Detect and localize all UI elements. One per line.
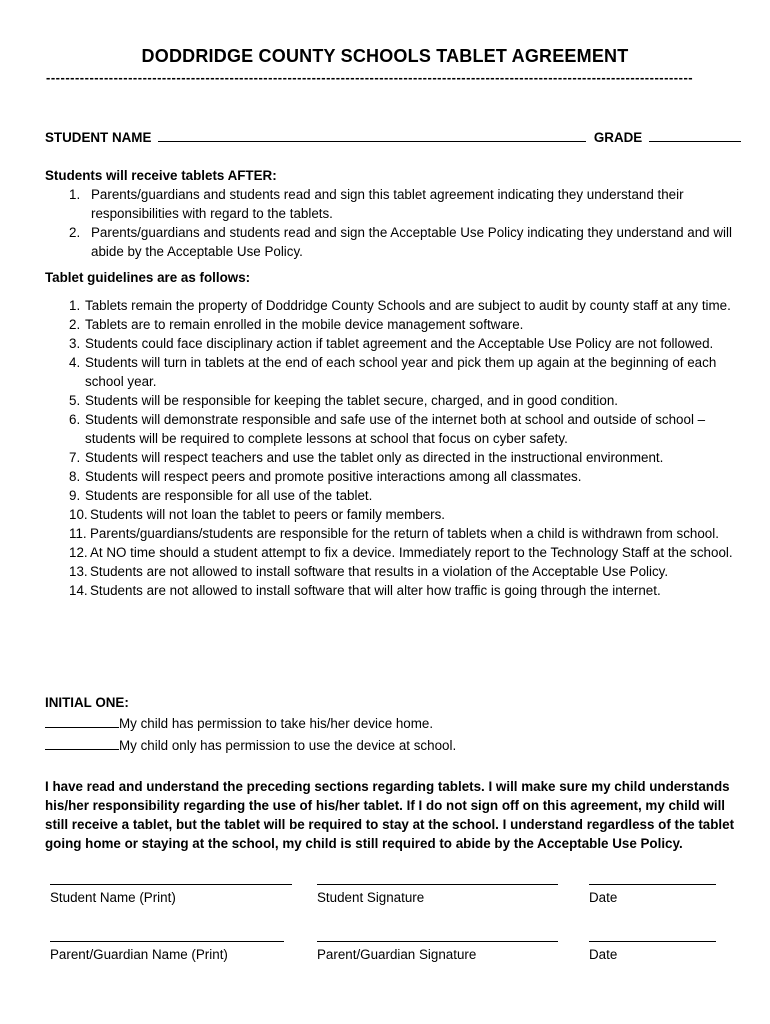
date-line-1[interactable]	[589, 884, 716, 885]
student-signature-label: Student Signature	[317, 890, 425, 905]
list-item: 11. Parents/guardians/students are responsible for the return of tablets when a child is withdrawn from school.	[69, 526, 719, 541]
guidelines-heading: Tablet guidelines are as follows:	[45, 270, 251, 285]
title-divider: --------------------------------------------------------------------------------------------------------------------------------------	[46, 70, 694, 85]
initial-heading: INITIAL ONE:	[45, 695, 129, 710]
list-item: 1. Parents/guardians and students read and sign this tablet agreement indicating they understand their responsibilities with regard to the tablets.	[69, 187, 684, 221]
list-item: 2. Tablets are to remain enrolled in the mobile device management software.	[69, 317, 524, 332]
list-item: 6. Students will demonstrate responsible and safe use of the internet both at school and outside of school – students will be required to complete lessons at school that focus on cyber safety.	[69, 412, 706, 446]
grade-label: GRADE	[593, 130, 643, 145]
date-label-2: Date	[589, 947, 618, 962]
list-item: 4. Students will turn in tablets at the end of each school year and pick them up again at the beginning of each school year.	[69, 355, 717, 389]
initial-option-home: My child has permission to take his/her device home.	[45, 714, 433, 733]
student-name-row	[45, 127, 741, 147]
page-title: DODDRIDGE COUNTY SCHOOLS TABLET AGREEMENT	[141, 46, 629, 66]
list-item: 9. Students are responsible for all use of the tablet.	[69, 488, 373, 503]
student-signature-line[interactable]	[317, 884, 558, 885]
list-item: 7. Students will respect teachers and use the tablet only as directed in the instructional environment.	[69, 450, 664, 465]
list-item: 12. At NO time should a student attempt to fix a device. Immediately report to the Technology Staff at the school.	[69, 545, 733, 560]
grade-field[interactable]	[649, 127, 741, 142]
student-name-print-label: Student Name (Print)	[50, 890, 176, 905]
date-line-2[interactable]	[589, 941, 716, 942]
after-heading: Students will receive tablets AFTER:	[45, 168, 277, 183]
initial-field-home[interactable]	[45, 714, 119, 728]
student-name-label: STUDENT NAME	[45, 130, 152, 145]
initial-option-school: My child only has permission to use the device at school.	[45, 736, 456, 755]
date-label-1: Date	[589, 890, 618, 905]
list-item: 2. Parents/guardians and students read and sign the Acceptable Use Policy indicating they understand and will abide by the Acceptable Use Policy.	[69, 225, 732, 259]
guidelines-list	[69, 296, 737, 600]
student-name-print-line[interactable]	[50, 884, 292, 885]
after-list	[69, 185, 739, 261]
student-name-field[interactable]	[158, 127, 586, 142]
list-item: 13. Students are not allowed to install software that results in a violation of the Acceptable Use Policy.	[69, 564, 669, 579]
list-item: 5. Students will be responsible for keeping the tablet secure, charged, and in good condition.	[69, 393, 618, 408]
list-item: 1. Tablets remain the property of Doddridge County Schools and are subject to audit by county staff at any time.	[69, 298, 731, 313]
list-item: 8. Students will respect peers and promote positive interactions among all classmates.	[69, 469, 582, 484]
list-item: 14. Students are not allowed to install software that will alter how traffic is going through the internet.	[69, 583, 661, 598]
list-item: 10. Students will not loan the tablet to peers or family members.	[69, 507, 446, 522]
agreement-statement: I have read and understand the preceding sections regarding tablets. I will make sure my child understands his/her responsibility regarding the use of his/her tablet. If I do not sign off on this agreement, my child will still receive a tablet, but the tablet will be required to stay at the school. I understand regardless of the tablet going home or staying at the school, my child is still required to abide by the Acceptable Use Policy.	[45, 779, 735, 851]
parent-name-print-label: Parent/Guardian Name (Print)	[50, 947, 228, 962]
initial-field-school[interactable]	[45, 736, 119, 750]
parent-name-print-line[interactable]	[50, 941, 284, 942]
parent-signature-line[interactable]	[317, 941, 558, 942]
list-item: 3. Students could face disciplinary action if tablet agreement and the Acceptable Use Policy are not followed.	[69, 336, 714, 351]
parent-signature-label: Parent/Guardian Signature	[317, 947, 477, 962]
